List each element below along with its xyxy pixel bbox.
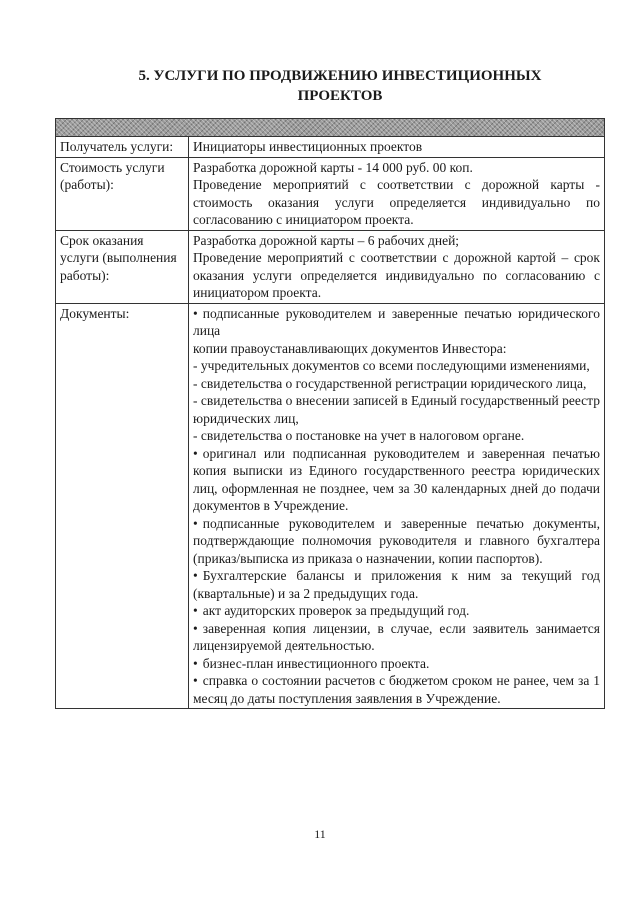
- bullet-icon: •: [193, 568, 198, 583]
- service-table: [55, 118, 605, 709]
- documents-item-7: бизнес-план инвестиционного проекта.: [202, 655, 430, 671]
- bullet-icon: •: [193, 655, 198, 671]
- documents-item-3: подписанные руководителем и заверенные печатью документы, подтверждающие полномочия руководителя и главного бухгалтера (приказ/выписка из приказа о назначении, копии паспортов).: [193, 515, 600, 566]
- cost-label: Стоимость услуги (работы):: [56, 157, 189, 230]
- cost-value: [189, 157, 605, 230]
- section-title: [60, 66, 620, 106]
- shaded-header-cell: [56, 119, 605, 137]
- recipient-value: Инициаторы инвестиционных проектов: [189, 137, 605, 158]
- table-row-term: [56, 230, 605, 303]
- documents-item-1-continued: копии правоустанавливающих документов Инвестора:: [193, 340, 507, 356]
- documents-item-4: Бухгалтерские балансы и приложения к ним за текущий год (квартальные) и за 2 предыдущих года.: [193, 568, 600, 601]
- recipient-label: Получатель услуги:: [56, 137, 189, 158]
- bullet-icon: •: [193, 673, 198, 688]
- table-row-cost: [56, 157, 605, 230]
- documents-item-8: справка о состоянии расчетов с бюджетом сроком не ранее, чем за 1 месяц до даты поступления заявления в Учреждение.: [193, 673, 600, 706]
- term-line-1: Разработка дорожной карты – 6 рабочих дней;: [193, 232, 460, 248]
- bullet-icon: •: [193, 603, 198, 618]
- cost-line-1: Разработка дорожной карты - 14 000 руб. 00 коп.: [193, 159, 473, 175]
- bullet-icon: •: [193, 515, 198, 531]
- section-title-line-2: ПРОЕКТОВ: [297, 88, 383, 104]
- table-row-recipient: [56, 137, 605, 158]
- term-value: [189, 230, 605, 303]
- documents-sub-item-4: - свидетельства о постановке на учет в налоговом органе.: [193, 428, 525, 443]
- section-title-line-1: 5. УСЛУГИ ПО ПРОДВИЖЕНИЮ ИНВЕСТИЦИОННЫХ: [138, 68, 542, 84]
- documents-item-6: заверенная копия лицензии, в случае, если заявитель занимается лицензируемой деятельностью.: [193, 620, 600, 653]
- term-line-2: Проведение мероприятий с соответствии с дорожной картой – срок оказания услуги определяется индивидуально по согласованию с инициатором проекта.: [193, 250, 600, 300]
- list-item: [193, 445, 600, 515]
- documents-sub-item-3: - свидетельства о внесении записей в Единый государственный реестр юридических лиц,: [193, 393, 600, 426]
- list-item: [193, 672, 600, 707]
- page-number: 11: [314, 827, 326, 841]
- list-item: [193, 515, 600, 568]
- cost-line-2: Проведение мероприятий с соответствии с дорожной карты - стоимость оказания услуги определяется индивидуально по согласованию с инициатором проекта.: [193, 177, 600, 227]
- documents-item-2: оригинал или подписанная руководителем и заверенная печатью копия выписки из Единого государственного реестра юридических лиц, оформленная не позднее, чем за 30 календарных дней до подачи документов в Учреждение.: [193, 445, 600, 513]
- bullet-icon: •: [193, 445, 198, 461]
- table-header-band: [56, 119, 605, 137]
- documents-list: [189, 303, 605, 709]
- documents-item-1: подписанные руководителем и заверенные печатью юридического лица: [193, 305, 600, 338]
- list-item: [193, 655, 600, 673]
- term-label: Срок оказания услуги (выполнения работы):: [56, 230, 189, 303]
- bullet-icon: •: [193, 305, 198, 321]
- table-row-documents: [56, 303, 605, 709]
- documents-item-5: акт аудиторских проверок за предыдущий год.: [202, 603, 470, 618]
- documents-label: Документы:: [56, 303, 189, 709]
- documents-sub-item-1: - учредительных документов со всеми последующими изменениями,: [193, 358, 590, 373]
- documents-sub-item-2: - свидетельства о государственной регистрации юридического лица,: [193, 375, 587, 391]
- list-item: [193, 305, 600, 340]
- list-item: [193, 620, 600, 655]
- bullet-icon: •: [193, 620, 198, 636]
- list-item: [193, 602, 600, 620]
- list-item: [193, 567, 600, 602]
